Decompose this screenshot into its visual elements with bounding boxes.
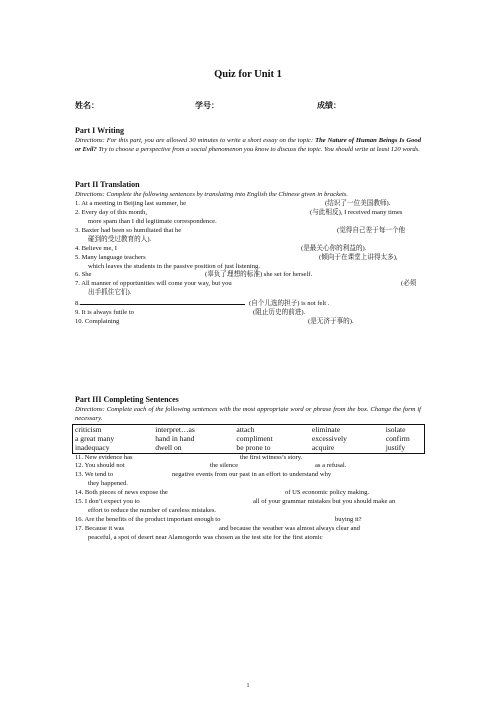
word-option: eliminate: [311, 424, 341, 434]
translation-item: 10. Complaining (是无济于事的).: [75, 318, 354, 326]
word-option: justify: [385, 443, 406, 453]
essay-topic: The Nature of Human Beings Is Good or Evil?: [75, 136, 421, 153]
word-option: compliment: [236, 434, 273, 444]
word-option: dwell on: [155, 443, 182, 453]
translation-item: 4. Believe me, I (是最关心你的利益的).: [75, 244, 367, 252]
completion-item: 13. We tend to negative events from our past in an effort to understand why: [75, 471, 332, 479]
translation-item: 2. Every day of this month, (与此相反), I received many times: [75, 208, 403, 216]
part3-heading: Part III Completing Sentences: [75, 395, 179, 404]
translation-item: 9. It is always futile to (阻止历史的前进).: [75, 309, 306, 317]
part2-directions: Directions: Complete the following sentences by translating into English the Chinese given in brackets.: [75, 190, 348, 198]
word-option: attach: [236, 424, 255, 434]
word-option: acquire: [311, 443, 335, 453]
score-label: 成绩：: [317, 101, 341, 110]
completion-item: 17. Because it was and because the weather was almost always clear and: [75, 525, 360, 533]
student-id-label: 学号：: [195, 101, 219, 110]
word-option: be prone to: [236, 443, 271, 453]
word-option: a great many: [75, 434, 115, 444]
completion-item: 15. I don’t expect you to all of your grammar mistakes but you should make an: [75, 498, 396, 506]
word-option: criticism: [75, 424, 102, 434]
part3-section: Part III Completing Sentences Directions: Complete each of the following sentences with the most appropriate word or phrase from the box. Change the form if necessary. criticism interpret…as attach eliminate isolate a great many hand in hand compliment excessively confirm inadequacy dwell on be prone to acquire justify 11. New evidence has the first witness’s story. 12. You should not the silence as a refusal. 13. We tend to negative events from our past in an effort to understand why they happened. 14. Both pieces of news expose the of US economic policy making. 15. I don’t expect you to all of your grammar mistakes but you should make an effort to reduce the number of careless mistakes. 16. Are the benefits of the product important enough to buying it? 17. Because it was and because the weather was almost always clear and peaceful, a spot of desert near Alamogordo was chosen as the test site for the first atomic: [75, 395, 421, 543]
completion-item: 12. You should not the silence as a refusal.: [75, 462, 347, 470]
translation-item: 3. Baxter had been so humiliated that he (觉得自己差于每一个他: [75, 226, 406, 234]
translation-item: 5. Many language teachers (倾向于在课堂上讲得太多),: [75, 253, 398, 261]
part1-directions: Directions: For this part, you are allowed 30 minutes to write a short essay on the topic: The Nature of Human Beings Is Good or Evil? Try to choose a perspective from a social phenomenon you know to discuss the topic. You should write at least 120 words.: [75, 136, 421, 153]
part2-section: Part II Translation Directions: Complete the following sentences by translating into English the Chinese given in brackets. 1. At a meeting in Beijing last summer, he (结识了一位美国教师). 2. Every day of this month, (与此相反), I received many times more spam than I did legitimate correspondence. 3. Baxter had been so humiliated that he (觉得自己差于每一个他 碰到的受过教育的人). 4. Believe me, I (是最关心你的利益的). 5. Many language teachers (倾向于在课堂上讲得太多), which leaves the students in the passive position of just listening. 6. She (辜负了理想的标准) she set for herself. 7. All manner of opportunities will come your way, but you (必须 出手抓住它们). 8. (自个儿选的担子) is not felt . 9. It is always futile to (阻止历史的前进). 10. Complaining (是无济于事的).: [75, 180, 421, 327]
part2-heading: Part II Translation: [75, 180, 140, 189]
part1-heading: Part I Writing: [75, 126, 125, 135]
word-box-row: [73, 424, 425, 434]
word-option: excessively: [311, 434, 347, 444]
word-box-row: [73, 434, 425, 443]
page-title: Quiz for Unit 1: [214, 69, 282, 80]
completion-item: 16. Are the benefits of the product important enough to buying it?: [75, 516, 362, 524]
part1-section: [75, 126, 421, 155]
answer-blank: [80, 298, 245, 305]
page-number: 1: [246, 683, 250, 689]
part3-directions: Directions: Complete each of the following sentences with the most appropriate word or phrase from the box. Change the form if necessary.: [75, 405, 421, 422]
translation-item: 7. All manner of opportunities will come your way, but you (必须: [75, 280, 417, 288]
word-option: confirm: [385, 434, 410, 444]
translation-item: 6. She (辜负了理想的标准) she set for herself.: [75, 271, 313, 279]
completion-item: 11. New evidence has the first witness’s story.: [75, 453, 303, 461]
word-option: inadequacy: [75, 443, 110, 453]
translation-item: 8. (自个儿选的担子) is not felt .: [75, 300, 330, 308]
name-label: 姓名：: [75, 101, 99, 110]
word-option: hand in hand: [155, 434, 195, 444]
word-option: isolate: [385, 424, 406, 434]
word-box-row: [73, 443, 425, 453]
word-box: [72, 424, 425, 454]
word-option: interpret…as: [155, 424, 195, 434]
completion-item: 14. Both pieces of news expose the of US economic policy making.: [75, 489, 370, 497]
translation-item: 1. At a meeting in Beijing last summer, he (结识了一位美国教师).: [75, 199, 391, 207]
